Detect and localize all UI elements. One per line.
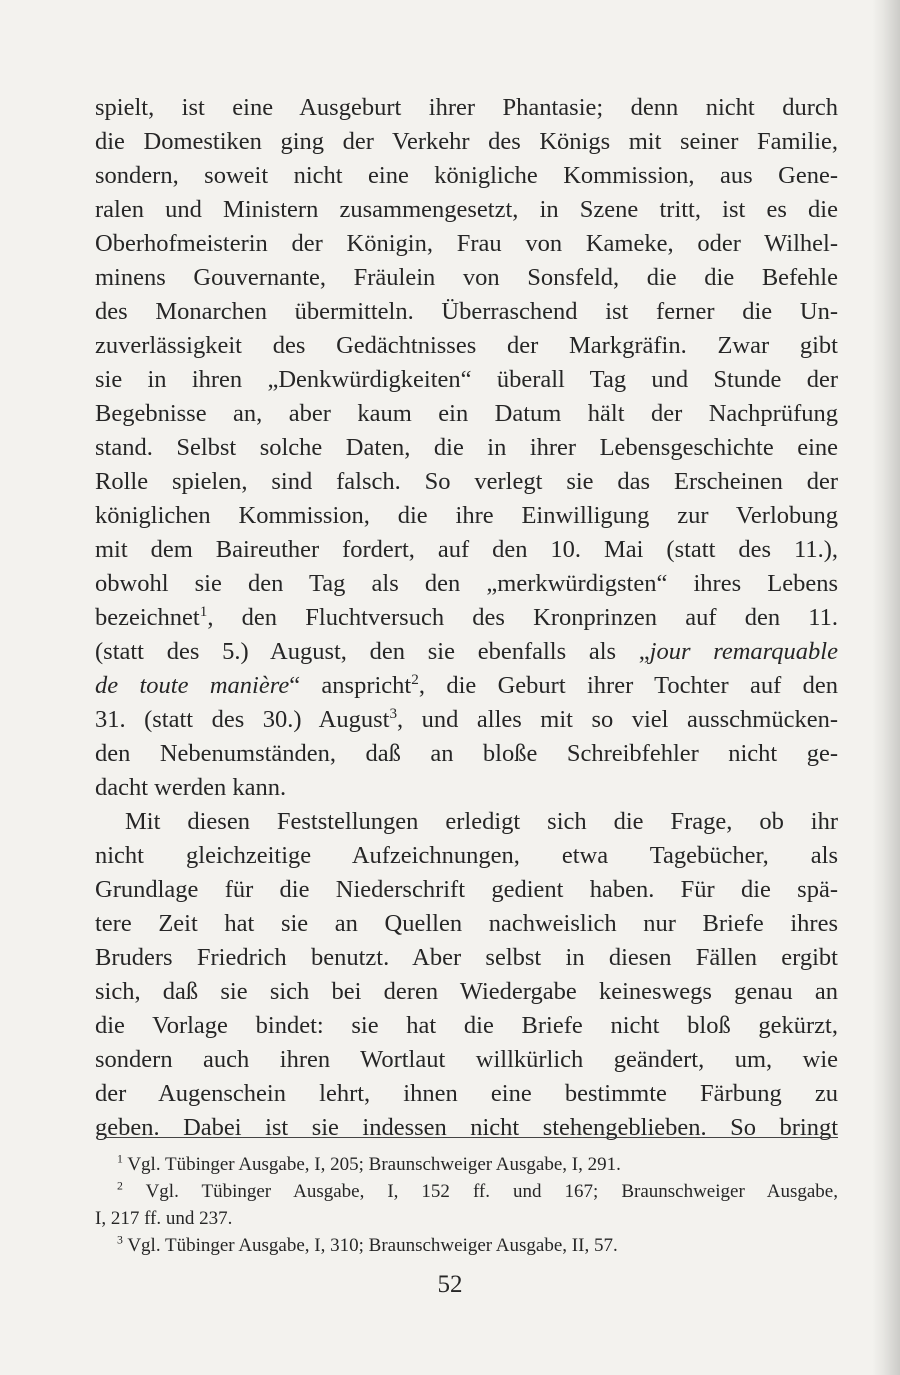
footnote-text: Vgl. Tübinger Ausgabe, I, 205; Braunschweiger Ausgabe, I, 291.	[127, 1154, 621, 1175]
text-line: nicht gleichzeitige Aufzeichnungen, etwa Tagebücher, als	[95, 842, 838, 869]
text-line: Oberhofmeisterin der Königin, Frau von Kameke, oder Wilhel-	[95, 230, 838, 257]
footnote-ref-2[interactable]: 2	[411, 670, 419, 688]
text-line: spielt, ist eine Ausgeburt ihrer Phantasie; denn nicht durch	[95, 94, 838, 121]
footnote-text: Vgl. Tübinger Ausgabe, I, 152 ff. und 167; Braunschweiger Ausgabe,	[145, 1181, 838, 1202]
text-fragment: 31. (statt des 30.) August	[95, 706, 390, 733]
footnote-3	[95, 1232, 838, 1259]
text-fragment: bezeichnet	[95, 604, 200, 631]
text-line: Bruders Friedrich benutzt. Aber selbst in diesen Fällen ergibt	[95, 944, 838, 971]
footnote-ref-3[interactable]: 3	[389, 704, 398, 722]
text-line: die Domestiken ging der Verkehr des Königs mit seiner Familie,	[95, 128, 838, 155]
footnote-2	[95, 1178, 838, 1205]
text-line	[95, 601, 838, 635]
text-fragment: , und alles mit so viel ausschmücken-	[397, 706, 838, 733]
footnote-mark: 3	[117, 1233, 123, 1247]
text-line: königlichen Kommission, die ihre Einwilligung zur Verlobung	[95, 502, 838, 529]
text-line: obwohl sie den Tag als den „merkwürdigsten“ ihres Lebens	[95, 570, 838, 597]
text-line: Begebnisse an, aber kaum ein Datum hält der Nachprüfung	[95, 400, 838, 427]
text-line: geben. Dabei ist sie indessen nicht stehengeblieben. So bringt	[95, 1114, 838, 1141]
footnote-divider	[104, 1137, 838, 1138]
text-line: der Augenschein lehrt, ihnen eine bestimmte Färbung zu	[95, 1080, 838, 1107]
footnote-mark: 1	[117, 1152, 123, 1166]
text-line: sondern, soweit nicht eine königliche Kommission, aus Gene-	[95, 162, 838, 189]
text-line: Grundlage für die Niederschrift gedient haben. Für die spä-	[95, 876, 838, 903]
page-number: 52	[437, 1271, 463, 1298]
text-line: stand. Selbst solche Daten, die in ihrer Lebensgeschichte eine	[95, 434, 838, 461]
text-line: sondern auch ihren Wortlaut willkürlich geändert, um, wie	[95, 1046, 838, 1073]
text-line: zuverlässigkeit des Gedächtnisses der Markgräfin. Zwar gibt	[95, 332, 838, 359]
text-line: dacht werden kann.	[95, 774, 287, 801]
italic-phrase: de toute manière	[95, 672, 290, 699]
paragraph-first-line: Mit diesen Feststellungen erledigt sich die Frage, ob ihr	[125, 808, 838, 835]
text-line	[95, 635, 838, 669]
text-line: den Nebenumständen, daß an bloße Schreibfehler nicht ge-	[95, 740, 838, 767]
footnote-2-continuation: I, 217 ff. und 237.	[95, 1208, 233, 1229]
footnote-1	[95, 1151, 838, 1178]
text-line: tere Zeit hat sie an Quellen nachweislich nur Briefe ihres	[95, 910, 838, 937]
footnote-text: Vgl. Tübinger Ausgabe, I, 310; Braunschweiger Ausgabe, II, 57.	[127, 1235, 618, 1256]
text-line: Rolle spielen, sind falsch. So verlegt sie das Erscheinen der	[95, 468, 838, 495]
text-line: sich, daß sie sich bei deren Wiedergabe keineswegs genau an	[95, 978, 838, 1005]
text-fragment: , den Fluchtversuch des Kronprinzen auf den 11.	[207, 604, 838, 631]
text-line: mit dem Baireuther fordert, auf den 10. Mai (statt des 11.),	[95, 536, 838, 563]
text-line: des Monarchen übermitteln. Überraschend ist ferner die Un-	[95, 298, 838, 325]
text-fragment: “ anspricht	[289, 672, 412, 699]
footnote-mark: 2	[117, 1179, 123, 1193]
footnotes	[95, 1151, 838, 1259]
page-edge-shadow	[872, 0, 900, 1375]
text-line: minens Gouvernante, Fräulein von Sonsfeld, die die Befehle	[95, 264, 838, 291]
text-fragment: , die Geburt ihrer Tochter auf den	[418, 672, 838, 699]
text-line: sie in ihren „Denkwürdigkeiten“ überall Tag und Stunde der	[95, 366, 838, 393]
text-line	[95, 703, 838, 737]
text-line	[95, 669, 838, 703]
body-text	[95, 91, 838, 1145]
italic-phrase: jour remarquable	[649, 638, 838, 665]
footnote-ref-1[interactable]: 1	[199, 602, 208, 620]
text-fragment: (statt des 5.) August, den sie ebenfalls als „	[95, 638, 650, 665]
text-line: die Vorlage bindet: sie hat die Briefe nicht bloß gekürzt,	[95, 1012, 838, 1039]
text-line: ralen und Ministern zusammengesetzt, in Szene tritt, ist es die	[95, 196, 838, 223]
